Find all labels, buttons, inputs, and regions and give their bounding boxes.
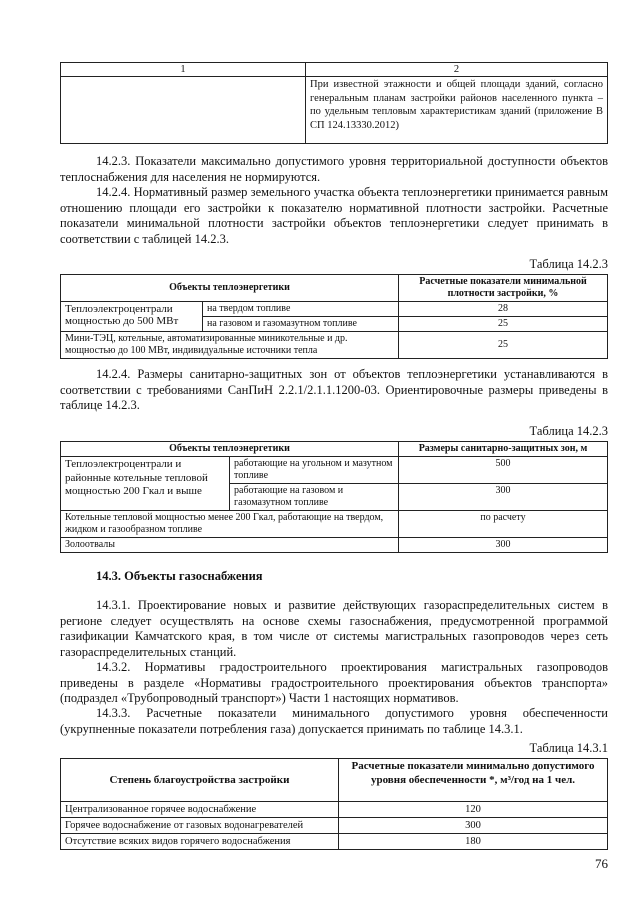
table1-row3-label: Мини-ТЭЦ, котельные, автоматизированные миникотельные и др. мощностью до 100 МВт, индивидуальные источники тепла (61, 332, 399, 359)
table2-row1-fuel: работающие на угольном и мазутном топливе (230, 457, 399, 484)
table-sanitary-zones (60, 441, 608, 553)
table-continuation (60, 62, 608, 144)
table-gas-consumption (60, 758, 608, 850)
paragraph-14-3-2: 14.3.2. Нормативы градостроительного проектирования магистральных газопроводов приведены в разделе «Нормативы градостроительного проектирования объектов транспорта» (подраздел «Трубопроводный транспорт») Части 1 настоящих нормативов. (60, 660, 608, 706)
paragraph-14-2-3: 14.2.3. Показатели максимально допустимого уровня территориальной доступности объектов теплоснабжения для населения не нормируются. (60, 154, 608, 184)
table3-row2-value: 300 (339, 818, 608, 834)
paragraph-14-2-4-b: 14.2.4. Размеры санитарно-защитных зон от объектов теплоэнергетики устанавливаются в соответствии с требованиями СанПиН 2.2.1/2.1.1.1200-03. Ориентировочные размеры приведены в таблице 14.2.3. (60, 367, 608, 413)
table1-row2-fuel: на газовом и газомазутном топливе (203, 317, 399, 332)
table3-row3-value: 180 (339, 834, 608, 850)
paragraph-14-2-4-a: 14.2.4. Нормативный размер земельного участка объекта теплоэнергетики принимается равным отношению площади его застройки к показателю нормативной плотности застройки. Расчетные показатели минимальной плотности застройки объектов теплоэнергетики следует принимать в соответствии с таблицей 14.2.3. (60, 185, 608, 246)
table2-row4-value: 300 (399, 538, 608, 553)
paragraph-14-3-3: 14.3.3. Расчетные показатели минимального допустимого уровня обеспеченности (укрупненные показатели потребления газа) допускается принимать по таблице 14.3.1. (60, 706, 608, 736)
table3-row2-label: Горячее водоснабжение от газовых водонагревателей (61, 818, 339, 834)
table1-row3-value: 25 (399, 332, 608, 359)
header-cell-2: 2 (306, 63, 608, 77)
table3-row1-value: 120 (339, 802, 608, 818)
page-number: 76 (595, 856, 608, 871)
table1-head-2: Расчетные показатели минимальной плотности застройки, % (399, 275, 608, 302)
table2-row3-value: по расчету (399, 511, 608, 538)
table1-row1-value: 28 (399, 302, 608, 317)
table2-head-1: Объекты теплоэнергетики (61, 442, 399, 457)
table2-row2-value: 300 (399, 484, 608, 511)
table1-row2-value: 25 (399, 317, 608, 332)
table1-head-1: Объекты теплоэнергетики (61, 275, 399, 302)
table3-head-1: Степень благоустройства застройки (61, 759, 339, 802)
cell-text: При известной этажности и общей площади зданий, согласно генеральным планам застройки районов населенного пункта – по удельным тепловым характеристикам зданий (приложение В СП 124.13330.2012) (306, 77, 608, 144)
table2-row4-label: Золоотвалы (61, 538, 399, 553)
table3-row1-label: Централизованное горячее водоснабжение (61, 802, 339, 818)
table3-head-2: Расчетные показатели минимально допустимого уровня обеспеченности *, м³/год на 1 чел. (339, 759, 608, 802)
section-heading: 14.3. Объекты газоснабжения (96, 569, 263, 583)
table2-group-label: Теплоэлектроцентрали и районные котельные тепловой мощностью 200 Гкал и выше (61, 457, 230, 511)
table-caption-3: Таблица 14.3.1 (529, 741, 608, 755)
empty-cell (61, 77, 306, 144)
header-cell-1: 1 (61, 63, 306, 77)
table1-row1-fuel: на твердом топливе (203, 302, 399, 317)
table-caption-2: Таблица 14.2.3 (529, 424, 608, 438)
table-caption-1: Таблица 14.2.3 (529, 257, 608, 271)
table-density (60, 274, 608, 359)
paragraph-14-3-1: 14.3.1. Проектирование новых и развитие действующих газораспределительных систем в регионе следует осуществлять на основе схемы газоснабжения, предусмотренной программой газификации Камчатского края, в том числе от системы магистральных газопроводов через сеть газораспределительных станций. (60, 598, 608, 659)
table2-head-2: Размеры санитарно-защитных зон, м (399, 442, 608, 457)
table3-row3-label: Отсутствие всяких видов горячего водоснабжения (61, 834, 339, 850)
table1-row1-label: Теплоэлектроцентрали мощностью до 500 МВт (61, 302, 203, 332)
table2-row2-fuel: работающие на газовом и газомазутном топливе (230, 484, 399, 511)
table2-row1-value: 500 (399, 457, 608, 484)
table2-row3-label: Котельные тепловой мощностью менее 200 Гкал, работающие на твердом, жидком и газообразном топливе (61, 511, 399, 538)
